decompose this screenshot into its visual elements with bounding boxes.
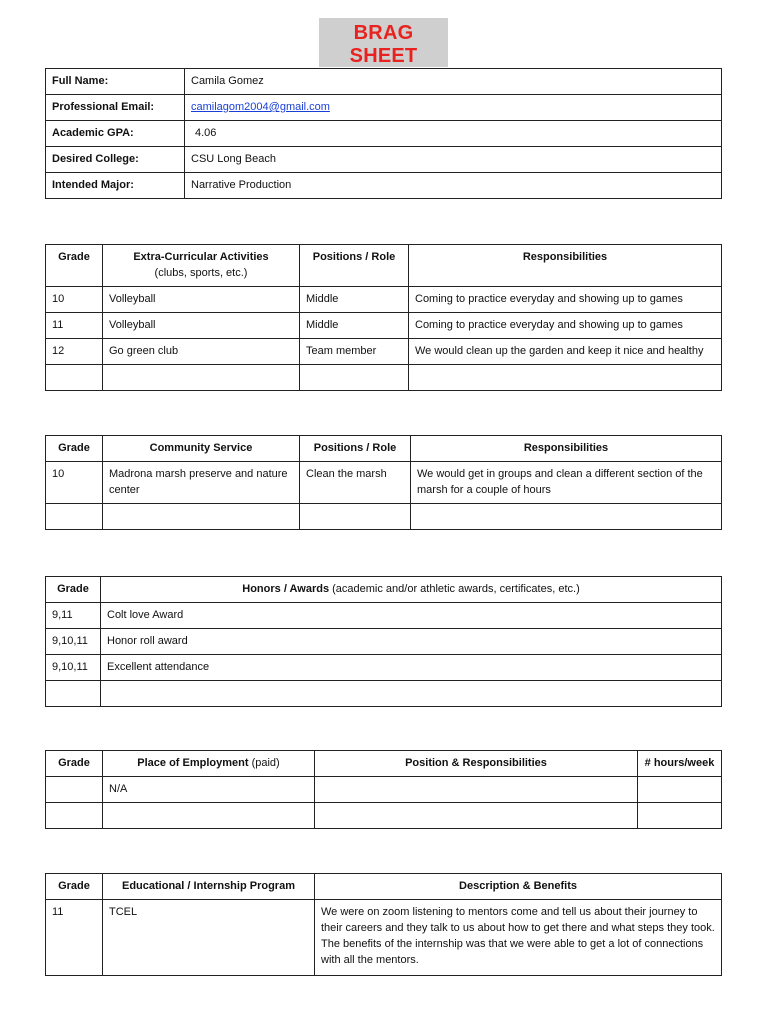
table-header-row bbox=[46, 245, 722, 287]
hours-cell bbox=[638, 777, 722, 803]
table-row bbox=[46, 655, 722, 681]
grade-cell: 9,10,11 bbox=[46, 629, 101, 655]
table-row bbox=[46, 313, 722, 339]
grade-cell: 9,10,11 bbox=[46, 655, 101, 681]
table-row bbox=[46, 603, 722, 629]
email-label: Professional Email: bbox=[46, 95, 185, 121]
full-name-value: Camila Gomez bbox=[185, 69, 722, 95]
table-row bbox=[46, 173, 722, 199]
college-label: Desired College: bbox=[46, 147, 185, 173]
role-cell bbox=[300, 504, 411, 530]
program-header: Educational / Internship Program bbox=[103, 874, 315, 900]
grade-header: Grade bbox=[46, 874, 103, 900]
award-cell: Honor roll award bbox=[101, 629, 722, 655]
table-row bbox=[46, 504, 722, 530]
award-cell: Excellent attendance bbox=[101, 655, 722, 681]
employment-header: Place of Employment bbox=[137, 757, 249, 769]
grade-header: Grade bbox=[46, 577, 101, 603]
gpa-value: 4.06 bbox=[185, 121, 722, 147]
table-row bbox=[46, 147, 722, 173]
grade-cell bbox=[46, 803, 103, 829]
role-header: Positions / Role bbox=[300, 245, 409, 287]
table-row bbox=[46, 629, 722, 655]
responsibilities-cell bbox=[411, 504, 722, 530]
honors-subheader: (academic and/or athletic awards, certificates, etc.) bbox=[332, 583, 580, 595]
service-cell: Madrona marsh preserve and nature center bbox=[103, 462, 300, 504]
activity-cell: Volleyball bbox=[103, 313, 300, 339]
role-cell: Middle bbox=[300, 287, 409, 313]
program-cell: TCEL bbox=[103, 900, 315, 976]
responsibilities-cell bbox=[409, 365, 722, 391]
table-row bbox=[46, 339, 722, 365]
grade-cell: 10 bbox=[46, 287, 103, 313]
employment-cell bbox=[103, 803, 315, 829]
grade-header: Grade bbox=[46, 751, 103, 777]
description-header: Description & Benefits bbox=[315, 874, 722, 900]
grade-cell: 12 bbox=[46, 339, 103, 365]
award-cell: Colt love Award bbox=[101, 603, 722, 629]
responsibilities-header: Responsibilities bbox=[411, 436, 722, 462]
service-table bbox=[45, 435, 722, 530]
title-banner bbox=[319, 18, 448, 67]
activity-subheader: (clubs, sports, etc.) bbox=[154, 267, 248, 279]
grade-cell: 10 bbox=[46, 462, 103, 504]
grade-cell: 9,11 bbox=[46, 603, 101, 629]
programs-table bbox=[45, 873, 722, 976]
page-title: BRAG SHEET bbox=[349, 22, 418, 67]
table-header-row bbox=[46, 751, 722, 777]
grade-header: Grade bbox=[46, 436, 103, 462]
major-value: Narrative Production bbox=[185, 173, 722, 199]
grade-cell bbox=[46, 504, 103, 530]
role-cell: Clean the marsh bbox=[300, 462, 411, 504]
position-header: Position & Responsibilities bbox=[315, 751, 638, 777]
table-row bbox=[46, 900, 722, 976]
honors-table bbox=[45, 576, 722, 707]
grade-cell: 11 bbox=[46, 900, 103, 976]
college-value: CSU Long Beach bbox=[185, 147, 722, 173]
table-header-row bbox=[46, 874, 722, 900]
activity-cell bbox=[103, 365, 300, 391]
table-row bbox=[46, 95, 722, 121]
responsibilities-cell: We would get in groups and clean a different section of the marsh for a couple of hours bbox=[411, 462, 722, 504]
employment-table bbox=[45, 750, 722, 829]
honors-header: Honors / Awards bbox=[242, 583, 330, 595]
responsibilities-cell: Coming to practice everyday and showing up to games bbox=[409, 287, 722, 313]
responsibilities-cell: We would clean up the garden and keep it nice and healthy bbox=[409, 339, 722, 365]
table-row bbox=[46, 681, 722, 707]
grade-cell bbox=[46, 681, 101, 707]
activity-cell: Go green club bbox=[103, 339, 300, 365]
table-row bbox=[46, 462, 722, 504]
major-label: Intended Major: bbox=[46, 173, 185, 199]
role-cell: Team member bbox=[300, 339, 409, 365]
hours-header: # hours/week bbox=[638, 751, 722, 777]
award-cell bbox=[101, 681, 722, 707]
employment-cell: N/A bbox=[103, 777, 315, 803]
position-cell bbox=[315, 777, 638, 803]
table-header-row bbox=[46, 577, 722, 603]
activity-cell: Volleyball bbox=[103, 287, 300, 313]
service-header: Community Service bbox=[103, 436, 300, 462]
activities-table bbox=[45, 244, 722, 391]
table-header-row bbox=[46, 436, 722, 462]
description-cell: We were on zoom listening to mentors come and tell us about their journey to their careers and they talk to us about how to get there and what steps they took. The benefits of the internship was that we were able to get a lot of connections with all the mentors. bbox=[315, 900, 722, 976]
info-table bbox=[45, 68, 722, 199]
table-row bbox=[46, 287, 722, 313]
position-cell bbox=[315, 803, 638, 829]
grade-header: Grade bbox=[46, 245, 103, 287]
responsibilities-header: Responsibilities bbox=[409, 245, 722, 287]
hours-cell bbox=[638, 803, 722, 829]
responsibilities-cell: Coming to practice everyday and showing up to games bbox=[409, 313, 722, 339]
table-row bbox=[46, 365, 722, 391]
gpa-label: Academic GPA: bbox=[46, 121, 185, 147]
role-cell bbox=[300, 365, 409, 391]
table-row bbox=[46, 121, 722, 147]
table-row bbox=[46, 803, 722, 829]
table-row bbox=[46, 777, 722, 803]
grade-cell bbox=[46, 365, 103, 391]
role-header: Positions / Role bbox=[300, 436, 411, 462]
email-link[interactable]: camilagom2004@gmail.com bbox=[191, 101, 330, 113]
full-name-label: Full Name: bbox=[46, 69, 185, 95]
table-row bbox=[46, 69, 722, 95]
activity-header: Extra-Curricular Activities bbox=[133, 251, 269, 263]
employment-subheader: (paid) bbox=[251, 757, 280, 769]
role-cell: Middle bbox=[300, 313, 409, 339]
grade-cell: 11 bbox=[46, 313, 103, 339]
service-cell bbox=[103, 504, 300, 530]
grade-cell bbox=[46, 777, 103, 803]
